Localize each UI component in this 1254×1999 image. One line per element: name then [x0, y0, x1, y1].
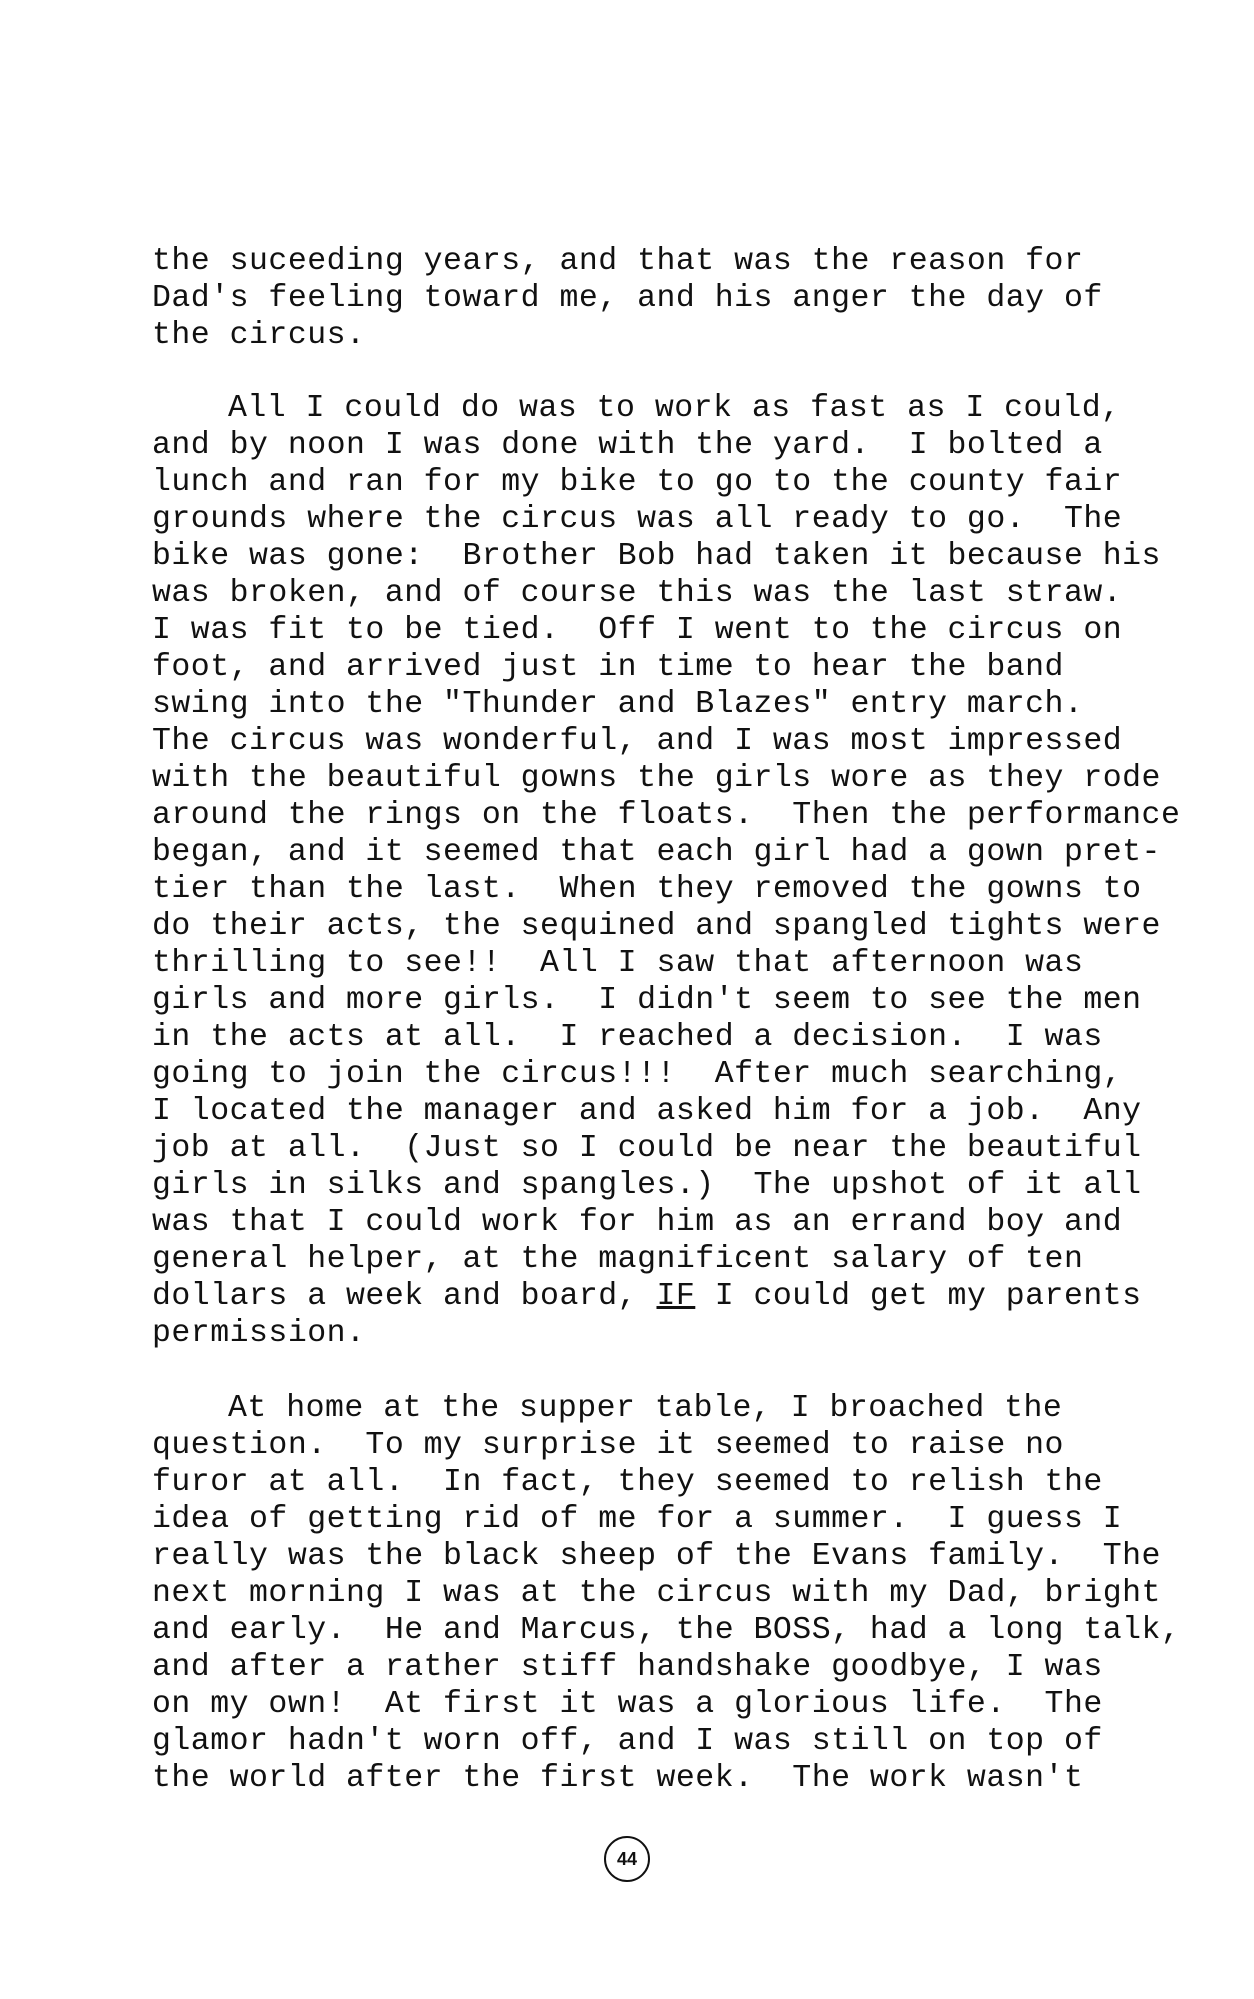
text-line: girls and more girls. I didn't seem to see the men	[152, 983, 1142, 1018]
text-line: was broken, and of course this was the last straw.	[152, 576, 1123, 611]
text-line: At home at the supper table, I broached the	[228, 1391, 1063, 1426]
text-line: and by noon I was done with the yard. I bolted a	[152, 428, 1103, 463]
text-line: the suceeding years, and that was the reason for	[152, 244, 1084, 279]
paragraph-2	[152, 390, 1181, 1352]
text-line: in the acts at all. I reached a decision. I was	[152, 1020, 1103, 1055]
text-line: and early. He and Marcus, the BOSS, had a long talk,	[152, 1613, 1181, 1648]
underlined-word: IF	[656, 1279, 696, 1314]
text-line: general helper, at the magnificent salary of ten	[152, 1242, 1084, 1277]
text-line: job at all. (Just so I could be near the beautiful	[152, 1131, 1142, 1166]
text-line: the circus.	[152, 318, 366, 353]
paragraph-3	[152, 1390, 1181, 1797]
text-line: question. To my surprise it seemed to raise no	[152, 1428, 1064, 1463]
text-line: grounds where the circus was all ready to go. The	[152, 502, 1123, 537]
text-line: I was fit to be tied. Off I went to the circus on	[152, 613, 1123, 648]
text-line: swing into the "Thunder and Blazes" entry march.	[152, 687, 1084, 722]
text-line: glamor hadn't worn off, and I was still on top of	[152, 1724, 1103, 1759]
text-line: I located the manager and asked him for a job. Any	[152, 1094, 1142, 1129]
text-line: idea of getting rid of me for a summer. I guess I	[152, 1502, 1123, 1537]
text-line: All I could do was to work as fast as I could,	[228, 391, 1121, 426]
text-line: furor at all. In fact, they seemed to relish the	[152, 1465, 1103, 1500]
text-line: on my own! At first it was a glorious life. The	[152, 1687, 1103, 1722]
text-line: the world after the first week. The work wasn't	[152, 1761, 1084, 1796]
text-line: Dad's feeling toward me, and his anger the day of	[152, 281, 1103, 316]
text-line: tier than the last. When they removed the gowns to	[152, 872, 1142, 907]
paragraph-1	[152, 243, 1162, 354]
text-line: around the rings on the floats. Then the performance	[152, 798, 1181, 833]
text-line: thrilling to see!! All I saw that afternoon was	[152, 946, 1084, 981]
text-line: The circus was wonderful, and I was most impressed	[152, 724, 1123, 759]
text-line: girls in silks and spangles.) The upshot of it all	[152, 1168, 1142, 1203]
text-segment: I could get my parents	[695, 1279, 1142, 1314]
text-line: and after a rather stiff handshake goodbye, I was	[152, 1650, 1103, 1685]
page-number: 44	[604, 1836, 650, 1882]
text-line: do their acts, the sequined and spangled tights were	[152, 909, 1161, 944]
text-segment: dollars a week and board,	[152, 1279, 657, 1314]
text-line: was that I could work for him as an errand boy and	[152, 1205, 1123, 1240]
text-line: began, and it seemed that each girl had a gown pret-	[152, 835, 1161, 870]
text-line: lunch and ran for my bike to go to the county fair	[152, 465, 1123, 500]
text-line: permission.	[152, 1316, 366, 1351]
text-line: bike was gone: Brother Bob had taken it because his	[152, 539, 1161, 574]
text-line: next morning I was at the circus with my Dad, bright	[152, 1576, 1161, 1611]
text-line: foot, and arrived just in time to hear the band	[152, 650, 1064, 685]
text-line: going to join the circus!!! After much searching,	[152, 1057, 1123, 1092]
text-line: with the beautiful gowns the girls wore as they rode	[152, 761, 1161, 796]
text-line-with-underline	[152, 1278, 1162, 1315]
text-line: really was the black sheep of the Evans family. The	[152, 1539, 1161, 1574]
